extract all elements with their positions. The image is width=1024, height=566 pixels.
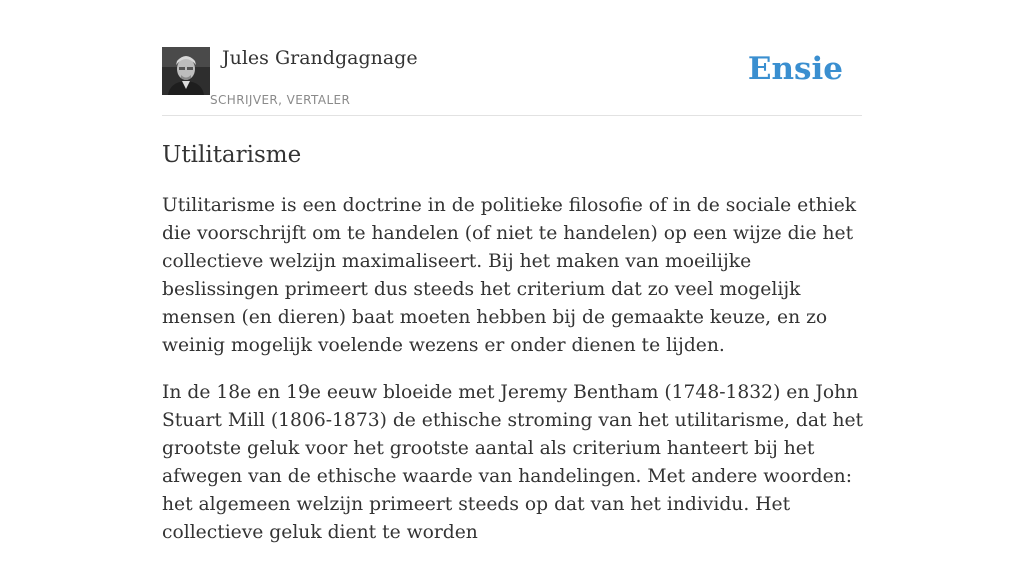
article-paragraph: In de 18e en 19e eeuw bloeide met Jeremy Bentham (1748-1832) en John Stuart Mill (1806-1873) de ethische stroming van het utilitarisme, dat het grootste geluk voor het grootste aantal als criterium hanteert bij het afwegen van de ethische waarde van handelingen. Met andere woorden: het algemeen welzijn primeert steeds op dat van het individu. Het collectieve geluk dient te worden bbox=[162, 382, 864, 543]
author-role: SCHRIJVER, VERTALER bbox=[210, 93, 351, 107]
article-paragraph: Utilitarisme is een doctrine in de politieke filosofie of in de sociale ethiek die voorschrijft om te handelen (of niet te handelen) op een wijze die het collectieve welzijn maximaliseert. Bij het maken van moeilijke beslissingen primeert dus steeds het criterium dat zo veel mogelijk mensen (en dieren) baat moeten hebben bij de gemaakte keuze, en zo weinig mogelijk voelende wezens er onder dienen te lijden. bbox=[162, 195, 857, 356]
article-title: Utilitarisme bbox=[162, 142, 302, 168]
article-header bbox=[162, 0, 862, 116]
author-photo bbox=[162, 47, 210, 95]
author-name[interactable]: Jules Grandgagnage bbox=[222, 47, 418, 69]
article-body bbox=[162, 192, 866, 566]
ensie-logo[interactable]: Ensie bbox=[747, 51, 843, 87]
article-card bbox=[162, 0, 864, 543]
author-avatar[interactable] bbox=[162, 47, 210, 95]
